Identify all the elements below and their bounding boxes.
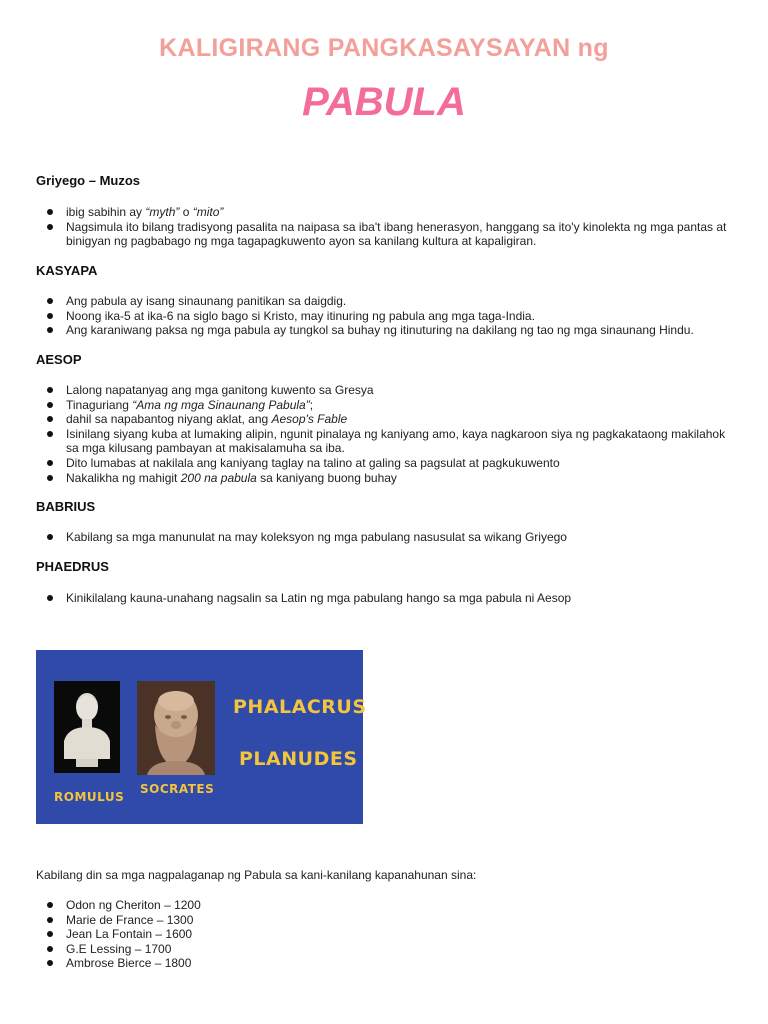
- list-item: Kinikilalang kauna-unahang nagsalin sa Latin ng mga pabulang hango sa mga pabula ni Aesop: [36, 591, 736, 606]
- list-item: Tinaguriang “Ama ng mga Sinaunang Pabula”;: [36, 398, 736, 413]
- socrates-label: SOCRATES: [140, 782, 215, 796]
- list-item: dahil sa napabantog niyang aklat, ang Aesop's Fable: [36, 412, 736, 427]
- list-item: Nagsimula ito bilang tradisyong pasalita na naipasa sa iba't ibang henerasyon, hanggang sa ito'y kinolekta ng mga pantas at binigyan ng pagbabago ng mga tagapagkuwento ayon sa kanilang kultura at kapaligiran.: [36, 220, 736, 249]
- list-item: Noong ika-5 at ika-6 na siglo bago si Kristo, may itinuring ng pabula ang mga taga-India.: [36, 309, 736, 324]
- list-item: Kabilang sa mga manunulat na may koleksyon ng mga pabulang nasusulat sa wikang Griyego: [36, 530, 736, 545]
- others-list: [36, 898, 736, 971]
- romulus-bust-image: [54, 681, 120, 773]
- list-item: Ang karaniwang paksa ng mga pabula ay tungkol sa buhay ng itinuturing na dakilang ng tao ng mga sinaunang Hindu.: [36, 323, 736, 338]
- socrates-bust-icon: [137, 681, 215, 775]
- romulus-bust-icon: [54, 681, 120, 773]
- list-item: G.E Lessing – 1700: [36, 942, 736, 957]
- planudes-label: PLANUDES: [239, 748, 358, 770]
- page-subtitle: PABULA: [302, 80, 466, 124]
- aesop-list: [36, 383, 736, 485]
- list-item: Jean La Fontain – 1600: [36, 927, 736, 942]
- list-item: Ambrose Bierce – 1800: [36, 956, 736, 971]
- phaedrus-list: [36, 591, 736, 606]
- list-item: ibig sabihin ay “myth” o “mito”: [36, 205, 736, 220]
- section-heading-phaedrus: PHAEDRUS: [36, 559, 109, 574]
- section-heading-babrius: BABRIUS: [36, 499, 96, 514]
- others-intro: Kabilang din sa mga nagpalaganap ng Pabula sa kani-kanilang kapanahunan sina:: [36, 868, 477, 882]
- section-heading-aesop: AESOP: [36, 352, 82, 367]
- babrius-list: [36, 530, 736, 545]
- list-item: Odon ng Cheriton – 1200: [36, 898, 736, 913]
- section-heading-kasyapa: KASYAPA: [36, 263, 98, 278]
- list-item: Lalong napatanyag ang mga ganitong kuwento sa Gresya: [36, 383, 736, 398]
- romulus-label: ROMULUS: [54, 790, 125, 804]
- list-item: Nakalikha ng mahigit 200 na pabula sa kaniyang buong buhay: [36, 471, 736, 486]
- section-heading-griyego: Griyego – Muzos: [36, 173, 141, 188]
- list-item: Marie de France – 1300: [36, 913, 736, 928]
- griyego-list: [36, 205, 736, 249]
- fabulists-banner-image: [36, 650, 367, 824]
- list-item: Isinilang siyang kuba at lumaking alipin, ngunit pinalaya ng kaniyang amo, kaya nagkaroon siya ng pagkakataong makilahok sa mga kilusang pambayan at makisalamuha sa iba.: [36, 427, 736, 456]
- socrates-bust-image: [137, 681, 215, 775]
- kasyapa-list: [36, 294, 736, 338]
- list-item: Dito lumabas at nakilala ang kaniyang taglay na talino at galing sa pagsulat at pagkukuwento: [36, 456, 736, 471]
- phalacrus-label: PHALACRUS: [233, 696, 367, 718]
- list-item: Ang pabula ay isang sinaunang panitikan sa daigdig.: [36, 294, 736, 309]
- page-title: KALIGIRANG PANGKASAYSAYAN ng: [159, 34, 609, 62]
